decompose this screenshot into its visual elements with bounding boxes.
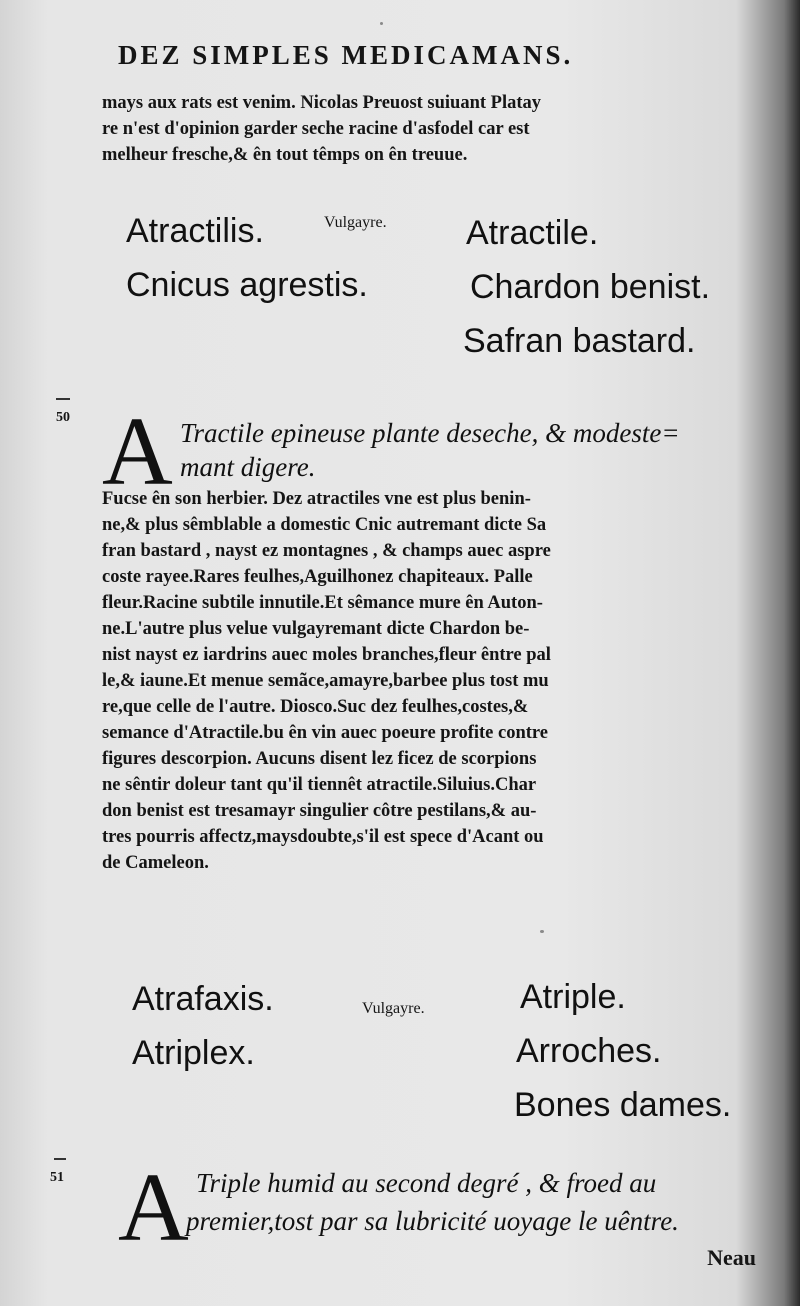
entry2-latin1: Atrafaxis. [132, 980, 274, 1018]
text-line: ne sêntir doleur tant qu'il tiennêt atractile.Siluius.Char [102, 775, 537, 795]
text-line: de Cameleon. [102, 853, 209, 873]
entry1-number: 50 [56, 410, 70, 425]
entry2-italic-line1: Triple humid au second degré , & froed au [196, 1168, 657, 1198]
entry1-french3: Safran bastard. [463, 322, 696, 360]
text-line: re n'est d'opinion garder seche racine d'asfodel car est [102, 119, 530, 139]
text-line: ne.L'autre plus velue vulgayremant dicte Chardon be- [102, 619, 530, 639]
entry2-dropcap: A [118, 1154, 189, 1262]
entry1-body [102, 486, 762, 876]
text-line: tres pourris affectz,maysdoubte,s'il est spece d'Acant ou [102, 827, 544, 847]
entry1-latin2: Cnicus agrestis. [126, 266, 368, 304]
text-line: Fucse ên son herbier. Dez atractiles vne est plus benin- [102, 489, 531, 509]
text-line: re,que celle de l'autre. Diosco.Suc dez feulhes,costes,& [102, 697, 529, 717]
entry1-italic-line1: Tractile epineuse plante deseche, & modeste= [180, 418, 680, 448]
margin-rule [54, 1158, 66, 1160]
text-line: le,& iaune.Et menue semãce,amayre,barbee plus tost mu [102, 671, 549, 691]
text-line: fleur.Racine subtile innutile.Et sêmance mure ên Auton- [102, 593, 543, 613]
entry2-french2: Arroches. [516, 1032, 662, 1070]
entry2-number: 51 [50, 1170, 64, 1185]
entry1-dropcap: A [102, 398, 173, 506]
margin-rule [56, 398, 70, 400]
entry1-italic-line2: mant digere. [180, 452, 316, 482]
entry1-french2: Chardon benist. [470, 268, 711, 306]
text-line: don benist est tresamayr singulier côtre pestilans,& au- [102, 801, 537, 821]
text-line: coste rayee.Rares feulhes,Aguilhonez chapiteaux. Palle [102, 567, 533, 587]
running-head: DEZ SIMPLES MEDICAMANS. [118, 40, 574, 70]
ink-speck [540, 930, 544, 933]
text-line: melheur fresche,& ên tout têmps on ên treuue. [102, 145, 468, 165]
text-line: ne,& plus sêmblable a domestic Cnic autremant dicte Sa [102, 515, 547, 535]
entry1-french1: Atractile. [466, 214, 599, 252]
entry2-vulgayre-label: Vulgayre. [362, 1000, 425, 1017]
text-line: fran bastard , nayst ez montagnes , & champs auec aspre [102, 541, 551, 561]
top-paragraph [102, 90, 762, 168]
text-line: semance d'Atractile.bu ên vin auec poeure profite contre [102, 723, 548, 743]
ink-speck [380, 22, 383, 25]
text-line: figures descorpion. Aucuns disent lez ficez de scorpions [102, 749, 537, 769]
entry2-italic-line2: premier,tost par sa lubricité uoyage le uêntre. [186, 1206, 679, 1236]
entry2-french3: Bones dames. [514, 1086, 732, 1124]
entry1-latin1: Atractilis. [126, 212, 264, 250]
entry1-vulgayre-label: Vulgayre. [324, 214, 387, 231]
entry2-french1: Atriple. [520, 978, 626, 1016]
entry2-latin2: Atriplex. [132, 1034, 255, 1072]
text-line: mays aux rats est venim. Nicolas Preuost suiuant Platay [102, 93, 542, 113]
catchword: Neau [707, 1245, 756, 1270]
text-line: nist nayst ez iardrins auec moles branches,fleur êntre pal [102, 645, 551, 665]
